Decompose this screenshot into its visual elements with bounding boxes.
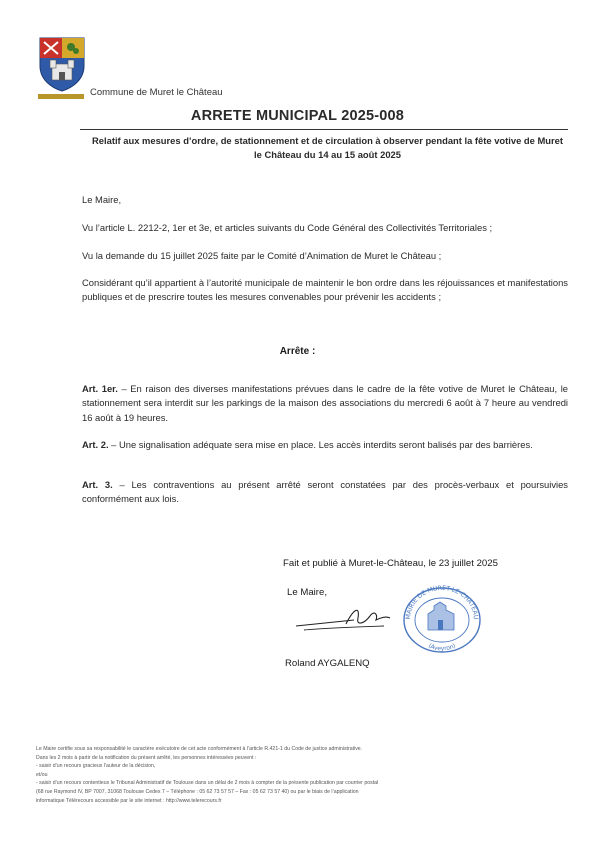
- footer-line: Dans les 2 mois à partir de la notification du présent arrêté, les personnes intéressées peuvent :: [36, 754, 257, 761]
- article-2-label: Art. 2.: [82, 439, 109, 450]
- mairie-stamp: [400, 584, 484, 654]
- vu-paragraph-2: Vu la demande du 15 juillet 2025 faite par le Comité d’Animation de Muret le Château ;: [82, 250, 442, 261]
- signatory-role: Le Maire,: [287, 587, 327, 598]
- handwritten-signature: [294, 598, 404, 634]
- article-3-label: Art. 3.: [82, 479, 113, 490]
- stamp-top-text: MAIRIE DE MURET-LE-CHATEAU: [404, 584, 480, 620]
- considerant-paragraph: Considérant qu’il appartient à l’autorité municipale de maintenir le bon ordre dans les réjouissances et manifestations publiques et de prescrire toutes les mesures convenables pour prévenir les accidents ;: [82, 277, 568, 303]
- document-title: ARRETE MUNICIPAL 2025-008: [190, 108, 405, 124]
- legal-footer: [36, 745, 556, 805]
- commune-banner-bar: [38, 94, 84, 99]
- article-2: [82, 438, 568, 452]
- vu-paragraph-1: Vu l’article L. 2212-2, 1er et 3e, et articles suivants du Code Général des Collectivités Territoriales ;: [82, 222, 493, 233]
- footer-line: - saisir d’un recours gracieux l’auteur de la décision,: [36, 763, 156, 770]
- salutation: Le Maire,: [82, 194, 122, 205]
- footer-line: Le Maire certifie sous sa responsabilité le caractère exécutoire de cet acte conformément à l’article R.421-1 du Code de justice administrative.: [36, 746, 363, 752]
- footer-line: informatique Télérecours accessible par le site internet : http://www.telerecours.fr: [36, 797, 222, 804]
- article-1: [82, 382, 568, 425]
- article-2-text: – Une signalisation adéquate sera mise en place. Les accès interdits seront balisés par des barrières.: [108, 439, 533, 450]
- article-1-text: – En raison des diverses manifestations prévues dans le cadre de la fête votive de Muret le Château, le stationnement sera interdit sur les parkings de la maison des associations du mercredi 6 août à 7 heure au vendredi 16 août à 19 heures.: [82, 383, 568, 423]
- signatory-name: Roland AYGALENQ: [285, 658, 370, 669]
- arrete-heading: Arrête :: [279, 346, 316, 357]
- article-3: [82, 478, 568, 507]
- commune-name: Commune de Muret le Château: [90, 87, 223, 98]
- footer-line: (68 rue Raymond IV, BP 7007, 31068 Toulouse Cedex 7 – Téléphone : 05 62 73 57 57 – Fax : 05 62 73 57 40) ou par le biais de l’application: [36, 788, 359, 795]
- footer-line: et/ou: [36, 771, 48, 778]
- footer-line: - saisir d’un recours contentieux le Tribunal Administratif de Toulouse dans un délai de 2 mois à compter de la présente publication par courrier postal: [36, 780, 379, 787]
- stamp-bottom-text: (Aveyron): [427, 642, 457, 653]
- place-and-date: Fait et publié à Muret-le-Château, le 23 juillet 2025: [283, 558, 498, 569]
- document-subtitle: Relatif aux mesures d’ordre, de stationnement et de circulation à observer pendant la fête votive de Muret le Château du 14 au 15 août 2025: [92, 135, 563, 160]
- article-1-label: Art. 1er.: [82, 383, 118, 394]
- article-3-text: – Les contraventions au présent arrêté seront constatées par des procès-verbaux et poursuivies conformément aux lois.: [82, 479, 568, 505]
- commune-crest-logo: [38, 36, 86, 92]
- title-underline: [80, 129, 568, 130]
